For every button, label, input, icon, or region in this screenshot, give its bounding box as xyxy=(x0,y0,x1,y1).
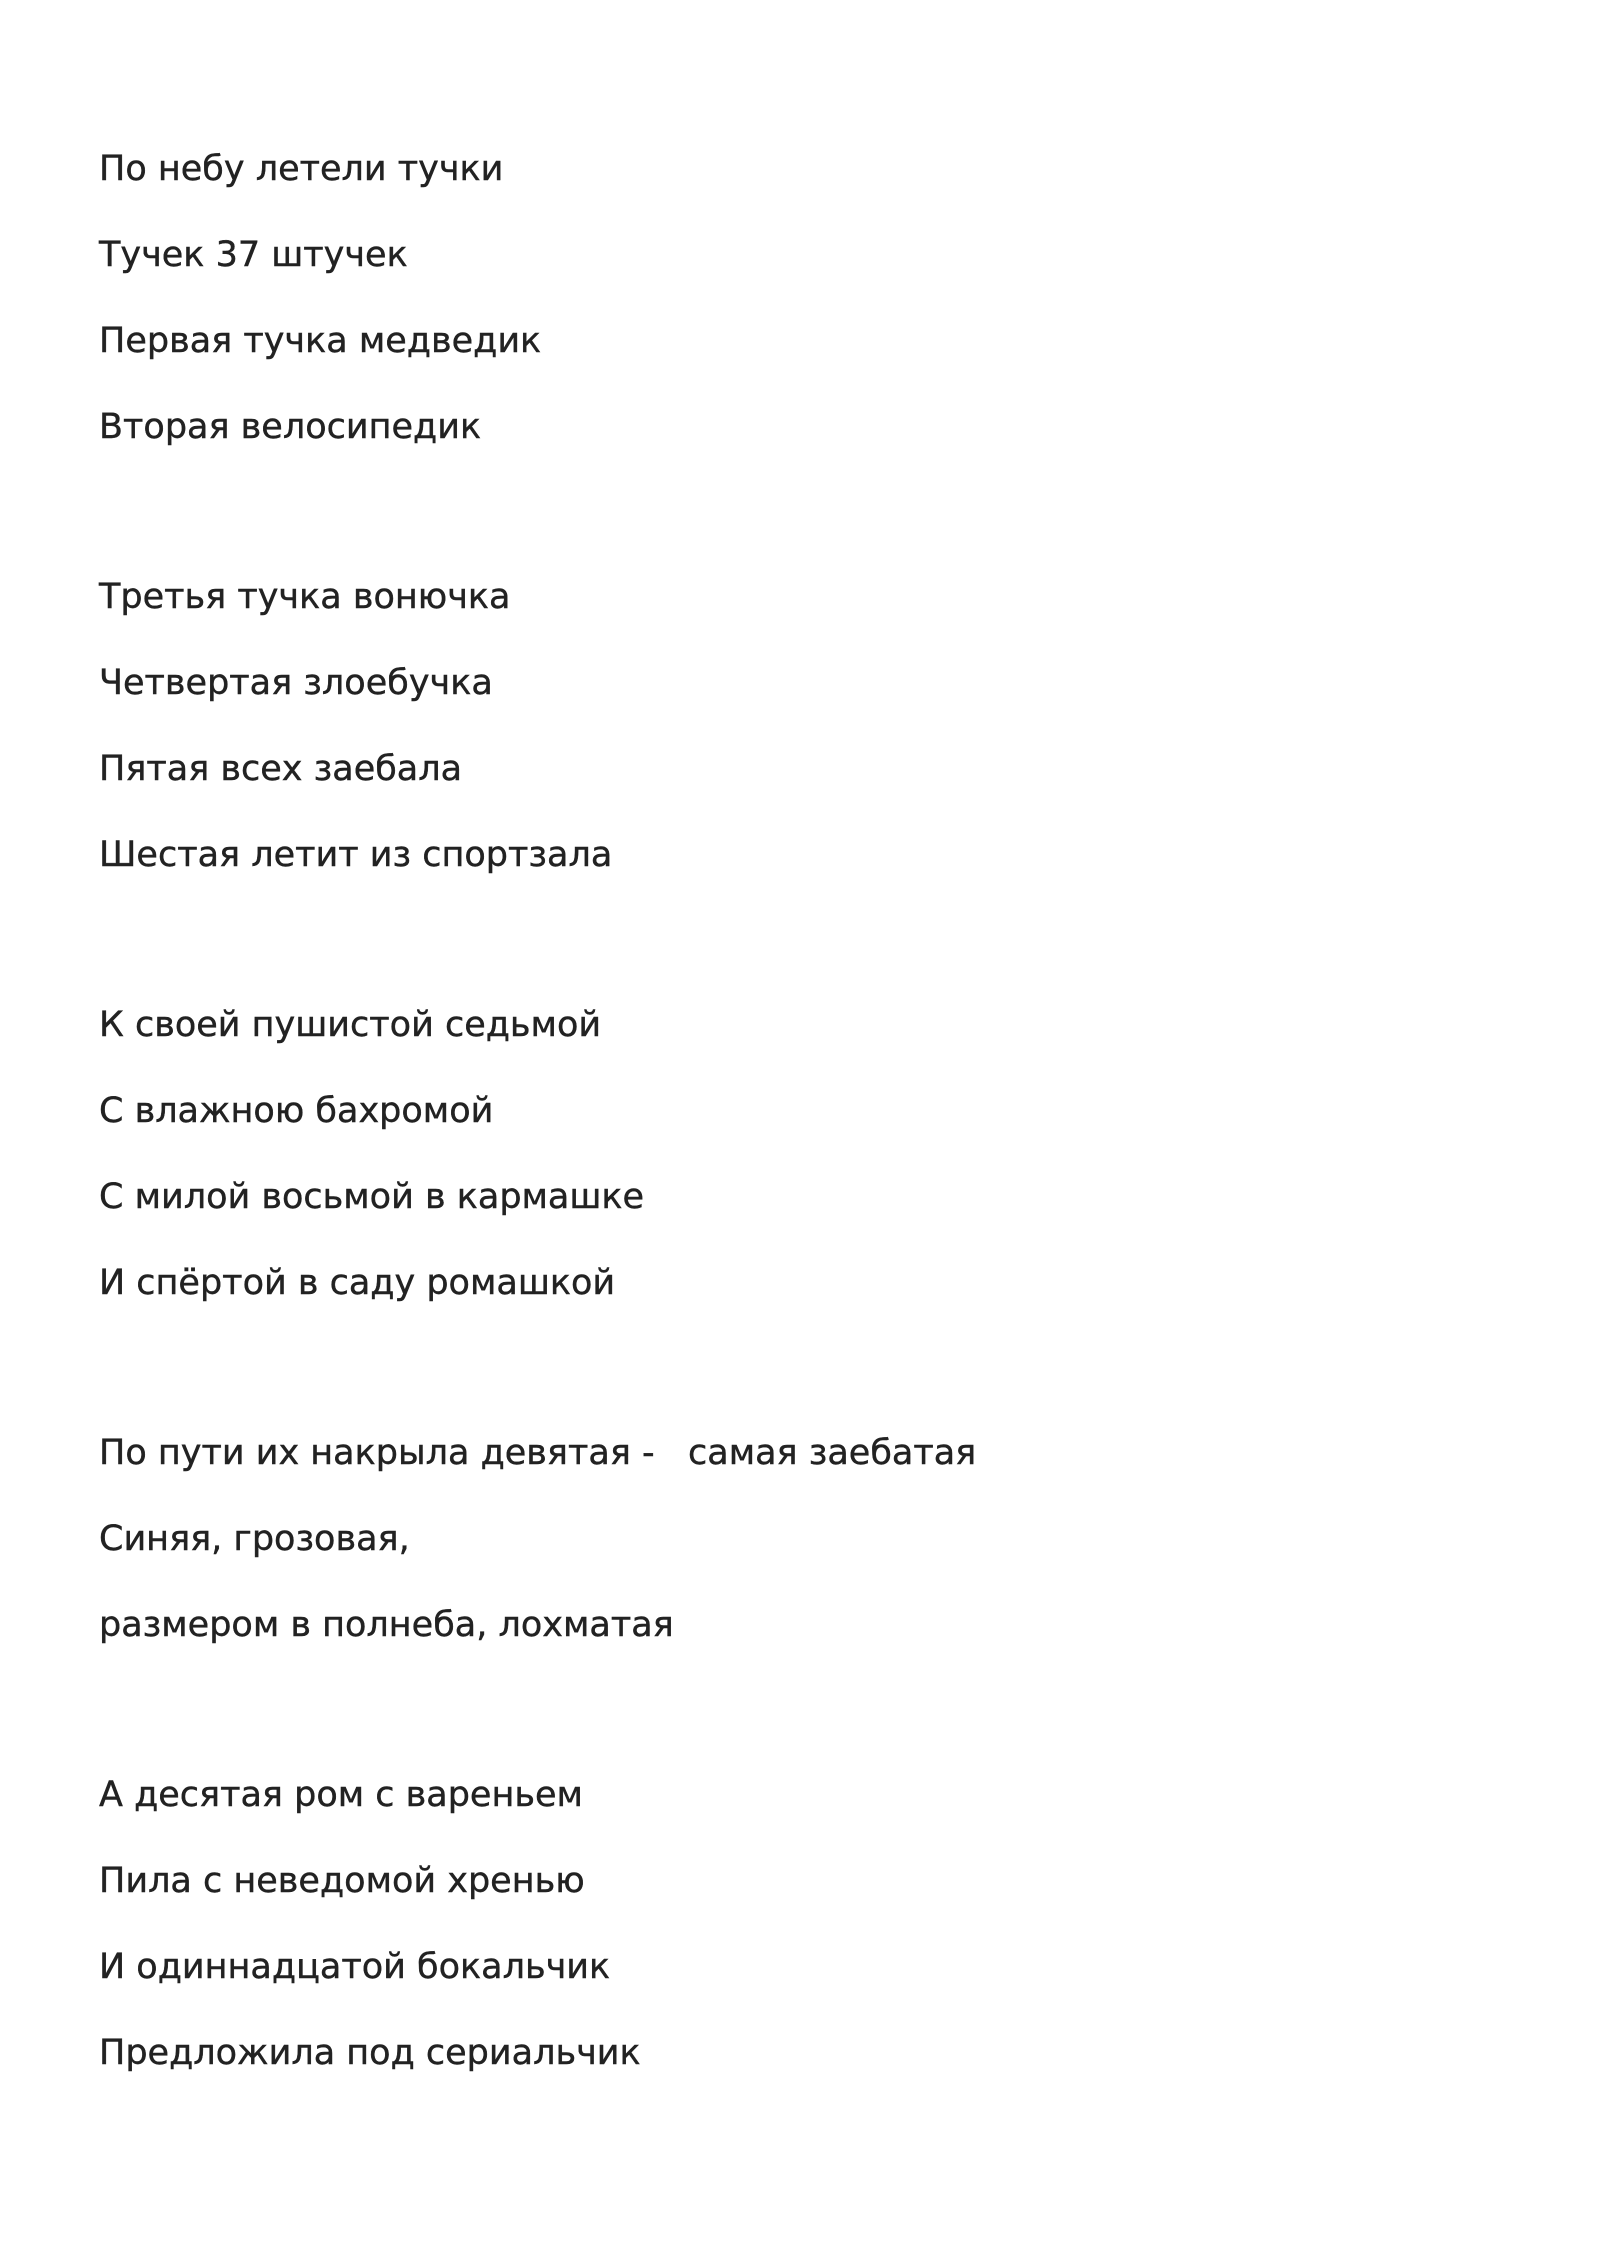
poem-line: И одиннадцатой бокальчик xyxy=(99,1947,611,1987)
stanza-4 xyxy=(99,1424,1499,1682)
poem-line: С милой восьмой в кармашке xyxy=(99,1177,645,1217)
poem-line: Тучек 37 штучек xyxy=(99,235,408,275)
poem-line: Шестая летит из спортзала xyxy=(99,835,613,875)
poem-line: Первая тучка медведик xyxy=(99,321,542,361)
poem-text xyxy=(99,140,1499,2194)
stanza-3 xyxy=(99,996,1499,1340)
poem-line: Четвертая злоебучка xyxy=(99,663,493,703)
poem-line: Пила с неведомой хренью xyxy=(99,1861,585,1901)
poem-line: Третья тучка вонючка xyxy=(99,577,511,617)
poem-line: С влажною бахромой xyxy=(99,1091,494,1131)
stanza-5 xyxy=(99,1766,1499,2110)
stanza-2 xyxy=(99,568,1499,912)
poem-line: И спёртой в саду ромашкой xyxy=(99,1263,616,1303)
poem-line: Предложила под сериальчик xyxy=(99,2033,641,2073)
poem-line: Синяя, грозовая, xyxy=(99,1519,410,1559)
poem-line: Пятая всех заебала xyxy=(99,749,463,789)
poem-line: По небу летели тучки xyxy=(99,149,504,189)
poem-line: А десятая ром с вареньем xyxy=(99,1775,583,1815)
poem-line: Вторая велосипедик xyxy=(99,407,482,447)
poem-line: По пути их накрыла девятая - самая заебатая xyxy=(99,1433,977,1473)
poem-line: размером в полнеба, лохматая xyxy=(99,1605,674,1645)
poem-line: К своей пушистой седьмой xyxy=(99,1005,602,1045)
stanza-1 xyxy=(99,140,1499,484)
